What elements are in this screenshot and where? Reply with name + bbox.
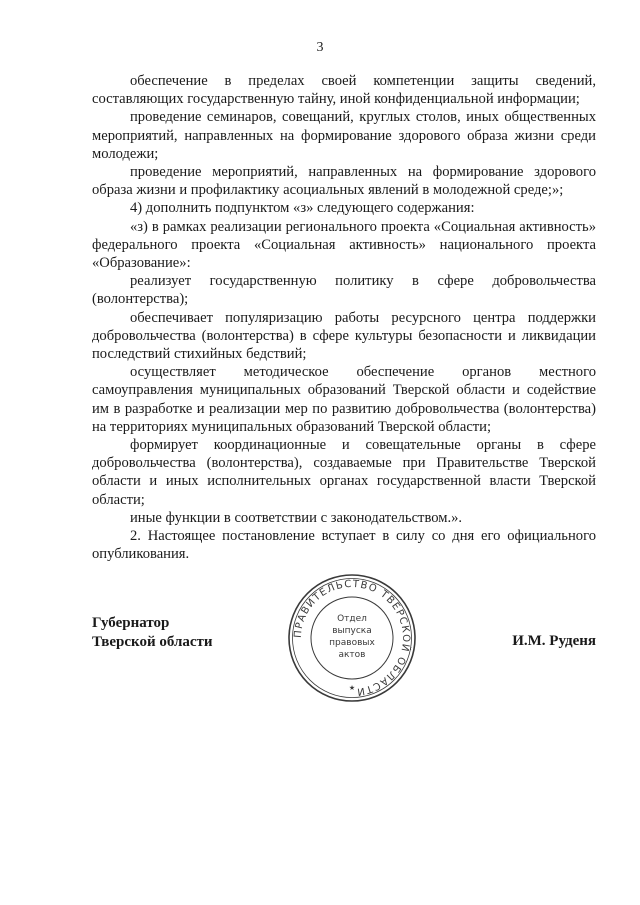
page-number: 3	[316, 40, 324, 55]
document-body	[92, 72, 596, 563]
paragraph: «з) в рамках реализации регионального проекта «Социальная активность» федерального проекта «Социальная активность» национального проекта «Образование»:	[92, 218, 596, 272]
paragraph: проведение семинаров, совещаний, круглых столов, иных общественных мероприятий, направленных на формирование здорового образа жизни среди молодежи;	[92, 109, 596, 162]
star-icon: ★	[348, 684, 356, 692]
paragraph: проведение мероприятий, направленных на формирование здорового образа жизни и профилактику асоциальных явлений в молодежной среде;»;	[92, 164, 596, 199]
paragraph: осуществляет методическое обеспечение органов местного самоуправления муниципальных образований Тверской области и содействие им в разработке и реализации мер по развитию добровольчества (волонтерства) на территориях муниципальных образований Тверской области;	[92, 364, 596, 435]
paragraph: реализует государственную политику в сфере добровольчества (волонтерства);	[92, 273, 596, 308]
stamp-center-text: выпуска	[332, 626, 372, 636]
stamp-center-text: актов	[338, 650, 366, 660]
stamp-seal-icon	[286, 572, 418, 704]
stamp-center-text: Отдел	[337, 614, 367, 624]
paragraph: 4) дополнить подпунктом «з» следующего содержания:	[130, 200, 475, 217]
signer-title	[92, 614, 213, 652]
paragraph: формирует координационные и совещательные органы в сфере добровольчества (волонтерства), создаваемые при Правительстве Тверской области и иных исполнительных органах государственной власти Тверской области;	[92, 437, 596, 508]
stamp-center-text: правовых	[329, 638, 375, 648]
paragraph: обеспечение в пределах своей компетенции защиты сведений, составляющих государственную тайну, иной конфиденциальной информации;	[92, 73, 596, 108]
signer-title-line: Губернатор	[92, 615, 170, 631]
signer-name: И.М. Руденя	[512, 633, 596, 649]
paragraph: 2. Настоящее постановление вступает в силу со дня его официального опубликования.	[92, 528, 596, 563]
official-stamp	[286, 572, 418, 704]
stamp-ring-text: ПРАВИТЕЛЬСТВО ТВЕРСКОЙ ОБЛАСТИ	[292, 578, 412, 697]
paragraph: иные функции в соответствии с законодательством.».	[130, 509, 463, 526]
paragraph: обеспечивает популяризацию работы ресурсного центра поддержки добровольчества (волонтерства) в сфере культуры безопасности и ликвидации последствий стихийных бедствий;	[92, 309, 596, 363]
signer-title-line: Тверской области	[92, 634, 213, 650]
